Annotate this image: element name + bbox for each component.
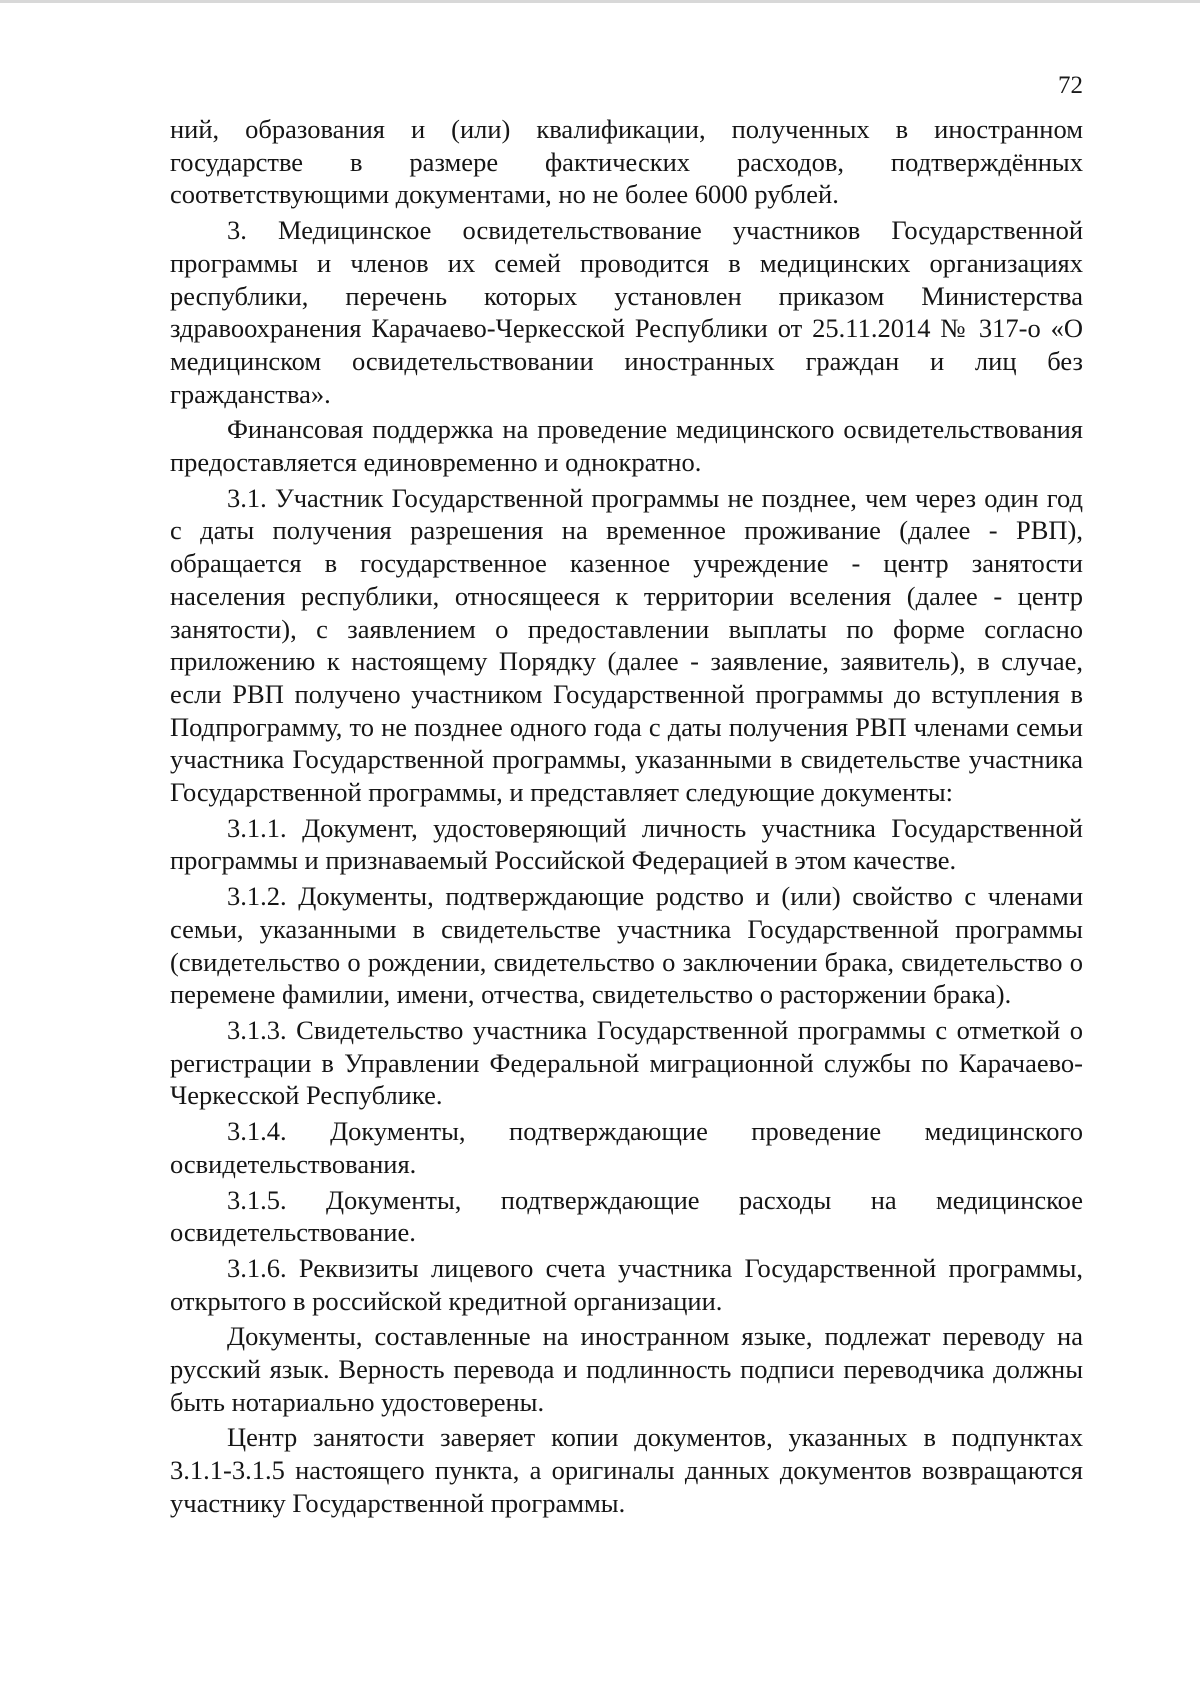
paragraph-financial-support: Финансовая поддержка на проведение медицинского освидетельствования предоставляется единовременно и однократно. bbox=[170, 414, 1083, 478]
paragraph-item-3: 3. Медицинское освидетельствование участников Государственной программы и членов их семей проводится в медицинских организациях республики, перечень которых установлен приказом Министерства здравоохранения Карачаево-Черкесской Республики от 25.11.2014 № 317-о «О медицинском освидетельствовании иностранных граждан и лиц без гражданства». bbox=[170, 215, 1083, 409]
paragraph-item-3-1-5: 3.1.5. Документы, подтверждающие расходы на медицинское освидетельствование. bbox=[170, 1184, 1083, 1248]
paragraph-item-3-1-6: 3.1.6. Реквизиты лицевого счета участника Государственной программы, открытого в российской кредитной организации. bbox=[170, 1252, 1083, 1316]
paragraph-continuation: ний, образования и (или) квалификации, полученных в иностранном государстве в размере фактических расходов, подтверждённых соответствующими документами, но не более 6000 рублей. bbox=[170, 114, 1083, 210]
page-number: 72 bbox=[1058, 72, 1083, 99]
paragraph-item-3-1-1: 3.1.1. Документ, удостоверяющий личность участника Государственной программы и признаваемый Российской Федерацией в этом качестве. bbox=[170, 812, 1083, 876]
paragraph-item-3-1-4: 3.1.4. Документы, подтверждающие проведение медицинского освидетельствования. bbox=[170, 1116, 1083, 1179]
scan-top-edge bbox=[0, 0, 1200, 3]
paragraph-item-3-1-2: 3.1.2. Документы, подтверждающие родство и (или) свойство с членами семьи, указанными в свидетельстве участника Государственной программы (свидетельство о рождении, свидетельство о заключении брака, свидетельство о перемене фамилии, имени, отчества, свидетельство о расторжении брака). bbox=[170, 881, 1083, 1010]
paragraph-item-3-1-3: 3.1.3. Свидетельство участника Государственной программы с отметкой о регистрации в Управлении Федеральной миграционной службы по Карачаево-Черкесской Республике. bbox=[170, 1014, 1083, 1111]
document-body bbox=[170, 113, 1083, 1523]
paragraph-copies: Центр занятости заверяет копии документов, указанных в подпунктах 3.1.1-3.1.5 настоящего пункта, а оригиналы данных документов возвращаются участнику Государственной программы. bbox=[170, 1422, 1083, 1518]
paragraph-item-3-1: 3.1. Участник Государственной программы не позднее, чем через один год с даты получения разрешения на временное проживание (далее - РВП), обращается в государственное казенное учреждение - центр занятости населения республики, относящееся к территории вселения (далее - центр занятости), с заявлением о предоставлении выплаты по форме согласно приложению к настоящему Порядку (далее - заявление, заявитель), в случае, если РВП получено участником Государственной программы до вступления в Подпрограмму, то не позднее одного года с даты получения РВП членами семьи участника Государственной программы, указанными в свидетельстве участника Государственной программы, и представляет следующие документы: bbox=[170, 482, 1083, 808]
paragraph-translation: Документы, составленные на иностранном языке, подлежат переводу на русский язык. Верность перевода и подлинность подписи переводчика должны быть нотариально удостоверены. bbox=[170, 1321, 1083, 1417]
